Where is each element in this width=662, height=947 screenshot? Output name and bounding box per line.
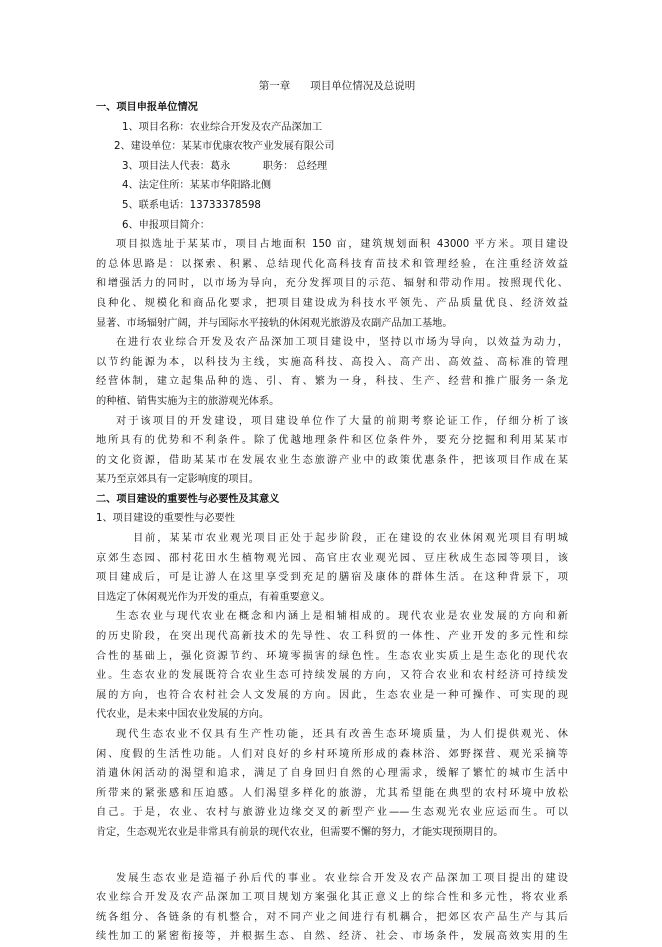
section1-heading: 一、项目申报单位情况	[96, 102, 198, 113]
paragraph-spacer	[96, 843, 568, 869]
paragraph-eco-agriculture	[96, 607, 568, 725]
paragraph-line: 目选定了休闲观光作为开发的重点，有着重要意义。	[96, 591, 331, 603]
paragraph-development	[96, 869, 568, 947]
paragraph-feasibility	[96, 412, 568, 490]
paragraph-line: 以节约能源为本，以科技为主线，实施高科技、高投入、高产出、高效益、高标准的管理	[96, 356, 568, 368]
paragraph-line: 自己。于是，农业、农村与旅游业边缘交叉的新型产业——生态观光农业应运而生。可以	[96, 807, 568, 819]
item-legal-address: 4、法定住所：某某市华阳路北侧	[122, 180, 272, 192]
paragraph-line: 续性加工的紧密衔接等，并根据生态、自然、经济、社会、市场条件，发展高效实用的生	[96, 931, 568, 943]
paragraph-line: 项目建成后，可是让游人在这里享受到充足的膳宿及康体的群体生活。在这种背景下，项	[96, 572, 568, 584]
paragraph-line: 地所具有的优势和不利条件。除了优越地理条件和区位条件外，要充分挖掘和利用某某市	[96, 435, 568, 447]
item-project-name: 1、项目名称：农业综合开发及农产品深加工	[122, 121, 323, 133]
section2-heading: 二、项目建设的重要性与必要性及其意义	[96, 493, 280, 505]
paragraph-line: 在进行农业综合开发及农产品深加工项目建设中，坚持以市场为导向，以效益为动力，	[116, 337, 568, 349]
paragraph-line: 的种植、销售实施为主的旅游观光体系。	[96, 395, 280, 407]
paragraph-line: 的总体思路是：以探索、积累、总结现代化高科技育苗技术和管理经验，在注重经济效益	[96, 258, 568, 270]
paragraph-line: 代农业，是未来中国农业发展的方向。	[96, 709, 270, 721]
paragraph-line: 的文化资源，借助某某市在发展农业生态旅游产业中的政策优惠条件，把该项目作成在某	[96, 454, 568, 466]
paragraph-line: 发展生态农业是造福子孙后代的事业。农业综合开发及农产品深加工项目提出的建设	[116, 872, 568, 884]
paragraph-line: 业。生态农业的发展既符合农业生态可持续发展的方向，又符合农业和农村经济可持续发	[96, 670, 568, 682]
item-project-intro: 6、申报项目简介：	[122, 219, 210, 231]
document-page	[96, 78, 568, 947]
paragraph-line: 和增强活力的同时，以市场为导向，充分发挥项目的示范、辐射和带动作用。按照现代化、	[96, 278, 568, 290]
paragraph-line: 农业综合开发及农产品深加工项目规划方案强化其正意义上的综合性和多元性，将农业系	[96, 892, 568, 904]
paragraph-line: 消遣休闲活动的渴望和追求，满足了自身回归自然的心理需求，缓解了繁忙的城市生活中	[96, 768, 568, 780]
paragraph-line: 现代生态农业不仅具有生产性功能，还具有改善生态环境质量，为人们提供观光、休	[116, 729, 568, 740]
subsection1-heading: 1、项目建设的重要性与必要性	[96, 513, 235, 525]
item-legal-representative: 3、项目法人代表：葛永 职务： 总经理	[122, 160, 328, 172]
paragraph-line: 对于该项目的开发建设，项目建设单位作了大量的前期考察论证工作，仔细分析了该	[116, 415, 568, 427]
paragraph-site	[96, 235, 568, 333]
paragraph-line: 展的方向，也符合农村社会人文发展的方向。因此，生态农业是一种可操作、可实现的现	[96, 689, 568, 701]
paragraph-implementation	[96, 333, 568, 411]
chapter-title: 第一章 项目单位情况及总说明	[258, 80, 416, 92]
paragraph-line: 京郊生态园、邵村花田水生植物观光园、高官庄农业观光园、豆庄秋成生态园等项目，该	[96, 552, 568, 564]
paragraph-current-status	[96, 529, 568, 607]
paragraph-line: 闲、度假的生活性功能。人们对良好的乡村环境所形成的森林浴、郊野探营、观光采摘等	[96, 748, 568, 760]
paragraph-line: 生态农业与现代农业在概念和内涵上是相辅相成的。现代农业是农业发展的方向和新	[116, 611, 568, 623]
paragraph-line: 的历史阶段，在突出现代高新技术的先导性、农工科贸的一体性、产业开发的多元性和综	[96, 631, 568, 643]
paragraph-line: 所带来的紧张感和压迫感。人们渴望多样化的旅游，尤其希望能在典型的农村环境中放松	[96, 787, 568, 799]
paragraph-line: 统各组分、各链条的有机整合，对不同产业之间进行有机耦合，把郊区农产品生产与其后	[96, 911, 568, 923]
paragraph-modern-eco-agriculture	[96, 725, 568, 843]
paragraph-line: 肯定，生态观光农业是非常具有前景的现代农业，但需要不懈的努力，才能实现预期目的。	[96, 826, 504, 838]
paragraph-line: 合性的基础上，强化资源节约、环境零损害的绿色性。生态农业实质上是生态化的现代农	[96, 650, 568, 662]
paragraph-line: 显著、市场辐射广阔，并与国际水平接轨的休闲观光旅游及农副产品加工基地。	[96, 317, 453, 329]
paragraph-line: 经营体制，建立起集品种的选、引、育、繁为一身，科技、生产、经营和推广服务一条龙	[96, 376, 568, 388]
item-construction-unit: 2、建设单位：某某市优康农牧产业发展有限公司	[114, 141, 335, 153]
paragraph-line: 目前，某某市农业观光项目正处于起步阶段，正在建设的农业休闲观光项目有明城	[133, 533, 568, 545]
paragraph-line: 某乃至京郊具有一定影响度的项目。	[96, 474, 259, 486]
paragraph-line: 项目拟选址于某某市，项目占地面积 150 亩，建筑规划面积 43000 平方米。项目建设	[116, 239, 568, 251]
paragraph-line: 良种化、规模化和商品化要求，把项目建设成为科技水平领先、产品质量优良、经济效益	[96, 297, 568, 309]
item-phone: 5、联系电话：13733378598	[122, 199, 261, 211]
